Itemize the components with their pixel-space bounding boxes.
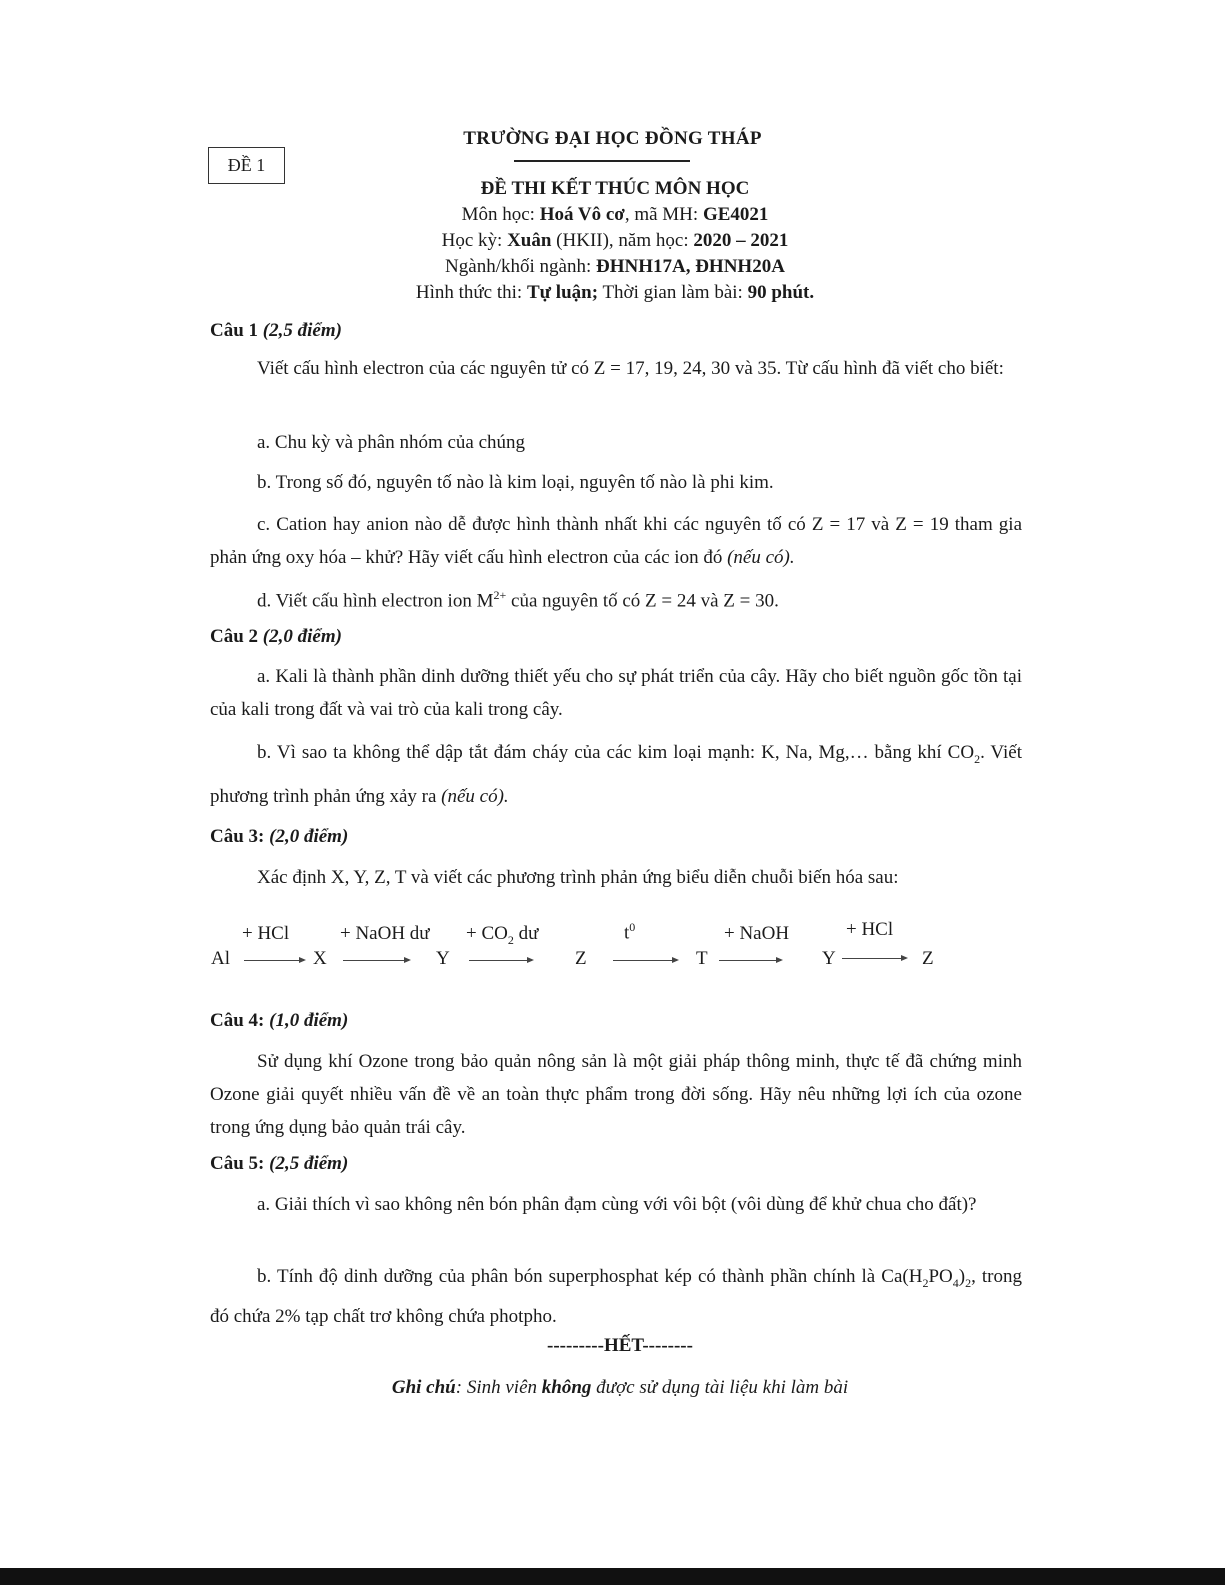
subject-name: Hoá Vô cơ (539, 204, 625, 225)
q1-d (257, 579, 1022, 617)
subject-line (330, 204, 900, 226)
format-line (330, 282, 900, 304)
q3-heading (210, 826, 348, 848)
q1-points: (2,5 điểm) (262, 320, 342, 341)
q5-b-sub3: 2 (965, 1275, 972, 1290)
reagent-4-pre: t (624, 922, 630, 944)
school-underline (514, 160, 690, 162)
q1-heading (210, 320, 342, 342)
node-al: Al (211, 948, 230, 969)
arrow-4 (613, 960, 677, 961)
reagent-6: + HCl (846, 919, 894, 940)
duration-label: Thời gian làm bài: (598, 282, 748, 303)
reagent-2: + NaOH dư (340, 923, 430, 944)
format-label: Hình thức thi: (415, 282, 527, 303)
reagent-4-sup: 0 (629, 920, 636, 934)
arrow-2 (343, 960, 409, 961)
q2-b-post: . Viết phương trình phản ứng xảy ra (210, 742, 1022, 807)
q5-label: Câu 5: (210, 1153, 270, 1174)
scan-bottom-edge (0, 1568, 1225, 1585)
q1-d-post: của nguyên tố có Z = 24 và Z = 30. (506, 590, 779, 612)
reagent-4 (624, 920, 635, 944)
q2-b-pre: b. Vì sao ta không thể dập tắt đám cháy của các kim loại mạnh: K, Na, Mg,… bằng khí CO (257, 742, 975, 763)
q4-points: (1,0 điểm) (269, 1010, 349, 1031)
school-name: TRƯỜNG ĐẠI HỌC ĐỒNG THÁP (463, 128, 762, 149)
exam-code: ĐỀ 1 (227, 155, 266, 175)
q5-b-pre: b. Tính độ dinh dưỡng của phân bón superphosphat kép có thành phần chính là Ca(H (257, 1266, 923, 1287)
q5-points: (2,5 điểm) (269, 1153, 349, 1174)
q5-b-mid: PO (928, 1266, 953, 1287)
q1-c (210, 508, 1022, 574)
q4-heading (210, 1010, 348, 1032)
major: ĐHNH17A, ĐHNH20A (595, 256, 785, 277)
reagent-1: + HCl (242, 923, 290, 944)
q3-points: (2,0 điểm) (269, 826, 349, 847)
q2-b-note: (nếu có). (441, 785, 509, 807)
arrow-3 (469, 960, 532, 961)
q4-text: Sử dụng khí Ozone trong bảo quản nông sản là một giải pháp thông minh, thực tế đã chứng minh Ozone giải quyết nhiều vấn đề về an toàn thực phẩm trong đời sống. Hãy nêu những lợi ích của ozone trong ứng dụng bảo quản trái cây. (210, 1051, 1022, 1138)
note-bold: không (541, 1377, 592, 1398)
note-label: Ghi chú (391, 1377, 456, 1398)
term-suffix: (HKII), năm học: (551, 230, 694, 251)
node-y: Y (436, 948, 450, 969)
q2-b (210, 734, 1022, 816)
subject-label: Môn học: (461, 204, 540, 225)
q5-b-post: , trong đó chứa 2% tạp chất trơ không chứa photpho. (210, 1266, 1022, 1327)
term-line (330, 230, 900, 252)
note-post: được sử dụng tài liệu khi làm bài (591, 1377, 849, 1398)
format: Tự luận; (526, 282, 599, 303)
duration: 90 phút. (747, 282, 815, 303)
arrow-5 (719, 960, 781, 961)
subject-code-label: , mã MH: (624, 204, 703, 225)
exam-title: ĐỀ THI KẾT THÚC MÔN HỌC (480, 178, 750, 199)
major-line (330, 256, 900, 278)
q2-label: Câu 2 (210, 626, 263, 647)
q5-b-sub2: 4 (952, 1275, 959, 1290)
node-x: X (313, 948, 327, 969)
note-pre: : Sinh viên (455, 1377, 542, 1398)
q5-a: a. Giải thích vì sao không nên bón phân đạm cùng với vôi bột (vôi dùng để khử chua cho đất)? (257, 1194, 977, 1215)
reagent-3-pre: + CO (466, 923, 508, 944)
q5-heading (210, 1153, 348, 1175)
q2-points: (2,0 điểm) (262, 626, 342, 647)
q5-b-close: ) (958, 1266, 966, 1287)
term-label: Học kỳ: (441, 230, 508, 251)
reagent-3-sub: 2 (507, 932, 514, 947)
node-t: T (696, 948, 708, 969)
q2-b-sub: 2 (974, 751, 981, 766)
major-label: Ngành/khối ngành: (445, 256, 596, 277)
node-z: Z (575, 948, 587, 969)
arrow-6 (842, 958, 906, 959)
q1-a: a. Chu kỳ và phân nhóm của chúng (257, 432, 526, 453)
reagent-5: + NaOH (724, 923, 790, 944)
q1-c-main: c. Cation hay anion nào dễ được hình thành nhất khi các nguyên tố có Z = 17 và Z = 19 tham gia phản ứng oxy hóa – khử? Hãy viết cấu hình electron của các ion đó (210, 514, 1022, 568)
q1-c-note: (nếu có). (727, 547, 795, 568)
subject-code: GE4021 (702, 204, 769, 225)
q5-b-sub1: 2 (922, 1275, 929, 1290)
end-marker: ---------HẾT-------- (547, 1335, 693, 1356)
reagent-3 (466, 923, 538, 948)
q5-b (210, 1260, 1022, 1333)
q2-a: a. Kali là thành phần dinh dưỡng thiết yếu cho sự phát triển của cây. Hãy cho biết nguồn gốc tồn tại của kali trong đất và vai trò của kali trong cây. (210, 666, 1022, 720)
q2-heading (210, 626, 342, 648)
q1-intro: Viết cấu hình electron của các nguyên tử có Z = 17, 19, 24, 30 và 35. Từ cấu hình đã viết cho biết: (257, 358, 1004, 379)
q1-b: b. Trong số đó, nguyên tố nào là kim loại, nguyên tố nào là phi kim. (257, 472, 774, 493)
q4-label: Câu 4: (210, 1010, 270, 1031)
school-year: 2020 – 2021 (693, 230, 789, 251)
q3-label: Câu 3: (210, 826, 270, 847)
q1-d-sup: 2+ (493, 588, 507, 602)
reagent-3-post: dư (513, 923, 539, 944)
arrow-1 (244, 960, 304, 961)
q1-d-pre: d. Viết cấu hình electron ion M (257, 590, 494, 612)
q1-label: Câu 1 (210, 320, 263, 341)
footer-note (300, 1377, 940, 1399)
node-z-2: Z (922, 948, 934, 969)
q3-intro: Xác định X, Y, Z, T và viết các phương trình phản ứng biểu diễn chuỗi biến hóa sau: (257, 867, 899, 888)
node-y-2: Y (822, 948, 836, 969)
term: Xuân (507, 230, 552, 251)
exam-code-box (208, 147, 285, 184)
